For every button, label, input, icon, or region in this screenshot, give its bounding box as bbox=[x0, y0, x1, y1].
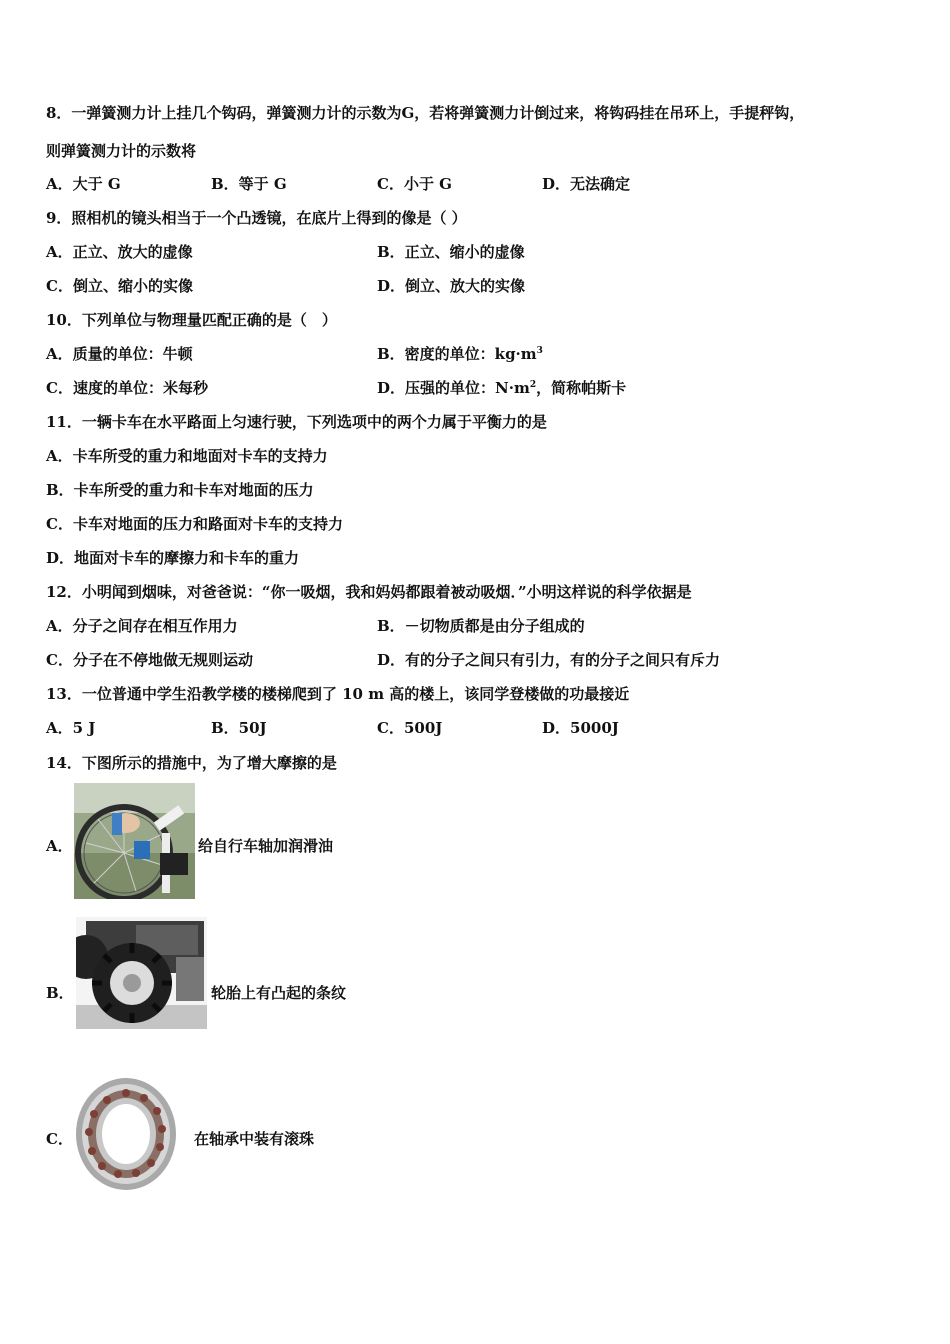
tractor-tire-drawing bbox=[76, 917, 207, 1029]
q14-stem: 14．下图所示的措施中，为了增大摩擦的是 bbox=[46, 754, 337, 772]
bicycle-oiling-drawing bbox=[74, 783, 195, 899]
q12-option-a: A．分子之间存在相互作用力 bbox=[46, 617, 238, 635]
q13-option-d: D．5000J bbox=[542, 719, 619, 737]
q10-option-d-text: D．压强的单位：N·m bbox=[377, 379, 530, 397]
q12-option-b: B．－切物质都是由分子组成的 bbox=[377, 617, 585, 635]
q11-option-a: A．卡车所受的重力和地面对卡车的支持力 bbox=[46, 447, 328, 465]
q8-option-c: C．小于 G bbox=[377, 175, 452, 193]
q8-stem-line2: 则弹簧测力计的示数将 bbox=[46, 142, 197, 160]
q8-option-a: A．大于 G bbox=[46, 175, 121, 193]
q14-option-c-text: 在轴承中装有滚珠 bbox=[194, 1130, 315, 1148]
q9-stem: 9．照相机的镜头相当于一个凸透镜，在底片上得到的像是（ ） bbox=[46, 209, 467, 227]
q14-option-a-label: A． bbox=[46, 837, 73, 855]
q9-option-d: D．倒立、放大的实像 bbox=[377, 277, 526, 295]
q14-option-b-text: 轮胎上有凸起的条纹 bbox=[211, 984, 347, 1002]
tractor-tire-image bbox=[76, 917, 207, 1029]
q8-option-d: D．无法确定 bbox=[542, 175, 631, 193]
q9-option-b: B．正立、缩小的虚像 bbox=[377, 243, 525, 261]
q14-option-b-label: B． bbox=[46, 984, 74, 1002]
q10-option-d bbox=[377, 377, 626, 398]
q10-option-b-exponent: 3 bbox=[536, 346, 543, 356]
q12-option-d: D．有的分子之间只有引力，有的分子之间只有斥力 bbox=[377, 651, 721, 669]
q8-option-b: B．等于 G bbox=[211, 175, 287, 193]
q13-option-a: A．5 J bbox=[46, 719, 96, 737]
q10-option-b-text: B．密度的单位：kg·m bbox=[377, 345, 537, 363]
q10-option-a: A．质量的单位：牛顿 bbox=[46, 345, 193, 363]
q11-option-d: D．地面对卡车的摩擦力和卡车的重力 bbox=[46, 549, 300, 567]
q10-option-b bbox=[377, 343, 543, 364]
q13-option-c: C．500J bbox=[377, 719, 443, 737]
q10-option-d-suffix: ，简称帕斯卡 bbox=[536, 379, 627, 397]
q9-option-c: C．倒立、缩小的实像 bbox=[46, 277, 193, 295]
q8-stem-line1: 8．一弹簧测力计上挂几个钩码，弹簧测力计的示数为G，若将弹簧测力计倒过来，将钩码挂在吊环上，手提秤钩， bbox=[46, 104, 805, 122]
q10-option-d-exponent: 2 bbox=[529, 380, 537, 390]
q12-option-c: C．分子在不停地做无规则运动 bbox=[46, 651, 253, 669]
q9-option-a: A．正立、放大的虚像 bbox=[46, 243, 193, 261]
q13-option-b: B．50J bbox=[211, 719, 267, 737]
q11-stem: 11．一辆卡车在水平路面上匀速行驶，下列选项中的两个力属于平衡力的是 bbox=[46, 413, 547, 431]
q14-option-c-label: C． bbox=[46, 1130, 73, 1148]
bicycle-oiling-image bbox=[74, 783, 195, 899]
q13-stem: 13．一位普通中学生沿教学楼的楼梯爬到了 10 m 高的楼上，该同学登楼做的功最接近 bbox=[46, 685, 630, 703]
ball-bearing-image bbox=[74, 1074, 182, 1194]
q11-option-b: B．卡车所受的重力和卡车对地面的压力 bbox=[46, 481, 314, 499]
q14-option-a-text: 给自行车轴加润滑油 bbox=[198, 837, 334, 855]
q12-stem: 12．小明闻到烟味，对爸爸说：“你一吸烟，我和妈妈都跟着被动吸烟．”小明这样说的科学依据是 bbox=[46, 583, 692, 601]
q10-option-c: C．速度的单位：米每秒 bbox=[46, 379, 208, 397]
q10-stem: 10．下列单位与物理量匹配正确的是（ ） bbox=[46, 311, 337, 329]
ball-bearing-drawing bbox=[74, 1074, 182, 1194]
q11-option-c: C．卡车对地面的压力和路面对卡车的支持力 bbox=[46, 515, 343, 533]
